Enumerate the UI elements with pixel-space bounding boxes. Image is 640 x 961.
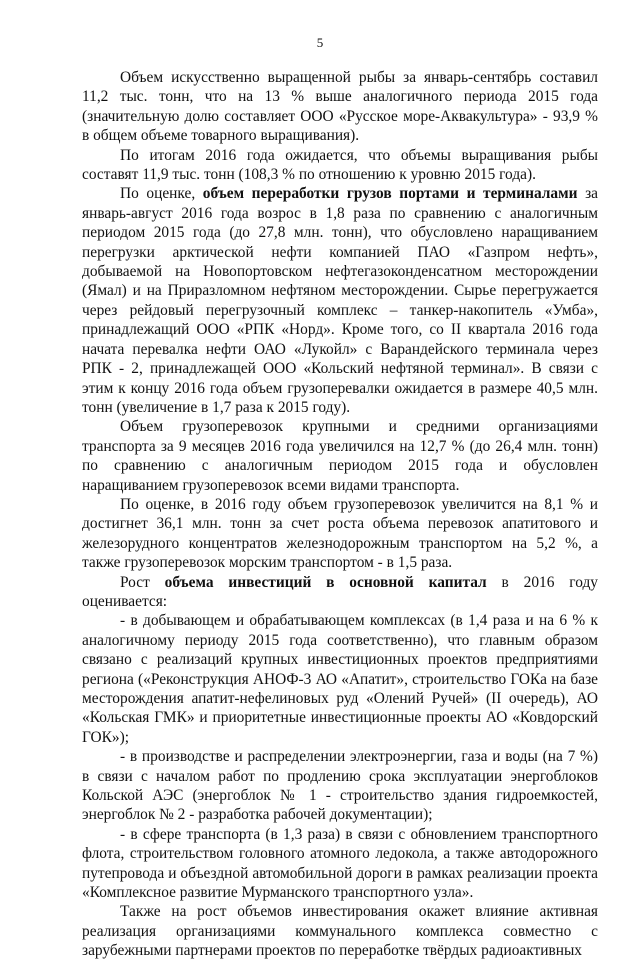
paragraph-text: По итогам 2016 года ожидается, что объемы выращивания рыбы составят 11,9 тыс. тонн (108,3 % по отношению к уровню 2015 года). — [82, 146, 598, 184]
paragraph-text: в 2016 году оценивается: — [82, 573, 598, 610]
paragraph-text: Также на рост объемов инвестирования окажет влияние активная реализация организациями коммунального комплекса совместно с зарубежными партнерами проектов по переработке твёрдых радиоактивных — [82, 903, 598, 960]
paragraph-p2 — [82, 146, 598, 185]
paragraph-p10 — [82, 902, 598, 960]
paragraph-p5 — [82, 495, 598, 573]
paragraph-text: По оценке, — [120, 185, 203, 203]
paragraph-p6 — [82, 573, 598, 612]
paragraph-text: - в производстве и распределении электроэнергии, газа и воды (на 7 %) в связи с началом работ по продлению срока эксплуатации энергоблоков Кольской АЭС (энергоблок № 1 - строительство здания гидроемкостей, энергоблок № 2 - разработка рабочей документации); — [82, 748, 598, 824]
emphasis-text: объема инвестиций в основной капитал — [164, 573, 487, 591]
paragraph-p3 — [82, 184, 598, 417]
paragraph-text: По оценке, в 2016 году объем грузоперевозок увеличится на 8,1 % и достигнет 36,1 млн. тонн за счет роста объема перевозок апатитового и железорудного концентратов железнодорожным транспортом на 5,2 %, а также грузоперевозок морским транспортом - в 1,5 раза. — [82, 495, 598, 572]
paragraph-text: - в сфере транспорта (в 1,3 раза) в связи с обновлением транспортного флота, строительством головного атомного ледокола, а также автодорожного путепровода и объездной автомобильной дороги в рамках реализации проекта «Комплексное развитие Мурманского транспортного узла». — [82, 825, 598, 902]
paragraph-p9 — [82, 825, 598, 903]
paragraph-text: за январь-август 2016 года возрос в 1,8 раза по сравнению с аналогичным периодом 2015 года (до 27,8 млн. тонн), что обусловлено наращиванием перегрузки арктической нефти компанией ПАО «Газпром нефть», добываемой на Новопортовском нефтегазоконденсатном месторождении (Ямал) и на Приразломном нефтяном месторождении. Сырье перегружается через рейдовый перегрузочный комплекс – танкер-накопитель «Умба», принадлежащий ООО «РПК «Норд». Кроме того, со II квартала 2016 года начата перевалка нефти ОАО «Лукойл» с Варандейского терминала через РПК - 2, принадлежащей ООО «Кольский нефтяной терминал». В связи с этим к концу 2016 года объем грузоперевалки ожидается в размере 40,5 млн. тонн (увеличение в 1,7 раза к 2015 году). — [82, 185, 598, 416]
paragraph-p4 — [82, 417, 598, 495]
paragraph-p8 — [82, 747, 598, 825]
page-number: 5 — [316, 35, 324, 50]
paragraph-text: Объем грузоперевозок крупными и средними организациями транспорта за 9 месяцев 2016 года увеличился на 12,7 % (до 26,4 млн. тонн) по сравнению с аналогичным периодом 2015 года и обусловлен наращиванием грузоперевозок всеми видами транспорта. — [82, 418, 598, 494]
paragraph-text: Рост — [120, 573, 165, 591]
paragraph-text: Объем искусственно выращенной рыбы за январь-сентябрь составил 11,2 тыс. тонн, что на 13 % выше аналогичного периода 2015 года (значительную долю составляет ООО «Русское море-Аквакультура» - 93,9 % в общем объеме товарного выращивания). — [82, 69, 598, 145]
paragraph-p1 — [82, 68, 598, 146]
emphasis-text: объем переработки грузов портами и терминалами — [202, 185, 578, 203]
document-body — [82, 68, 598, 961]
paragraph-text: - в добывающем и обрабатывающем комплексах (в 1,4 раза и на 6 % к аналогичному периоду 2015 года соответственно), что главным образом связано с реализаций крупных инвестиционных проектов предприятиями региона («Реконструкция АНОФ-3 АО «Апатит», строительство ГОКа на базе месторождения апатит-нефелиновых руд «Олений Ручей» (II очередь), АО «Кольская ГМК» и приоритетные инвестиционные проекты АО «Ковдорский ГОК»); — [82, 612, 598, 746]
paragraph-p7 — [82, 611, 598, 747]
